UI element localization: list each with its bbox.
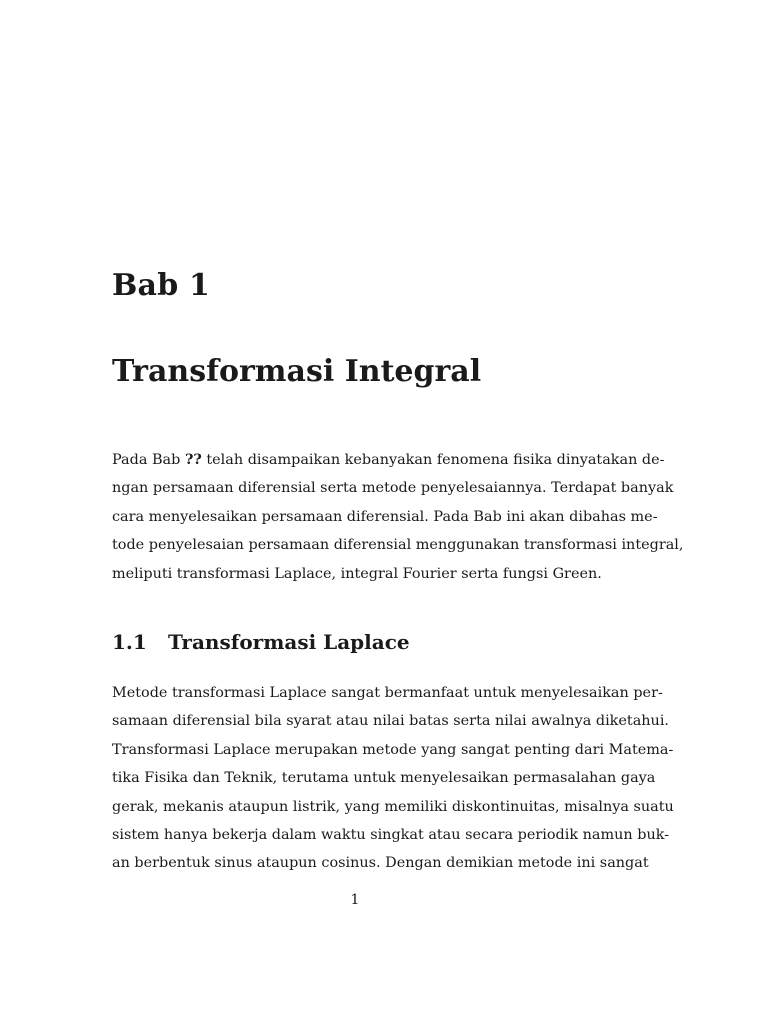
paragraph-line: Metode transformasi Laplace sangat bermanfaat untuk menyelesaikan per- [112,685,663,701]
unresolved-reference: ?? [184,451,202,468]
paragraph-line: tode penyelesaian persamaan diferensial menggunakan transformasi integral, [112,537,684,554]
paragraph-line: an berbentuk sinus ataupun cosinus. Dengan demikian metode ini sangat [112,855,649,872]
section-heading [112,630,410,654]
paragraph-line: tika Fisika dan Teknik, terutama untuk menyelesaikan permasalahan gaya [112,770,656,787]
paragraph-line: gerak, mekanis ataupun listrik, yang memiliki diskontinuitas, misalnya suatu [112,798,674,815]
paragraph-line: meliputi transformasi Laplace, integral Fourier serta fungsi Green. [112,565,602,582]
intro-paragraph [112,446,684,588]
section-title: Transformasi Laplace [168,630,410,654]
paragraph-line: sistem hanya bekerja dalam waktu singkat atau secara periodik namun buk- [112,827,670,844]
paragraph-line: Transformasi Laplace merupakan metode yang sangat penting dari Matema- [112,741,674,758]
chapter-label: Bab 1 [112,268,211,303]
paragraph-line: ngan persamaan diferensial serta metode penyelesaiannya. Terdapat banyak [112,480,674,497]
paragraph-line: Pada Bab ?? telah disampaikan kebanyakan fenomena fisika dinyatakan de- [112,451,665,468]
paragraph-line: cara menyelesaikan persamaan diferensial. Pada Bab ini akan dibahas me- [112,508,658,525]
section-paragraph [112,679,674,878]
paragraph-line: samaan diferensial bila syarat atau nilai batas serta nilai awalnya diketahui. [112,713,669,730]
page-number: 1 [350,892,360,908]
chapter-title: Transformasi Integral [112,354,482,389]
section-number: 1.1 [112,630,147,654]
